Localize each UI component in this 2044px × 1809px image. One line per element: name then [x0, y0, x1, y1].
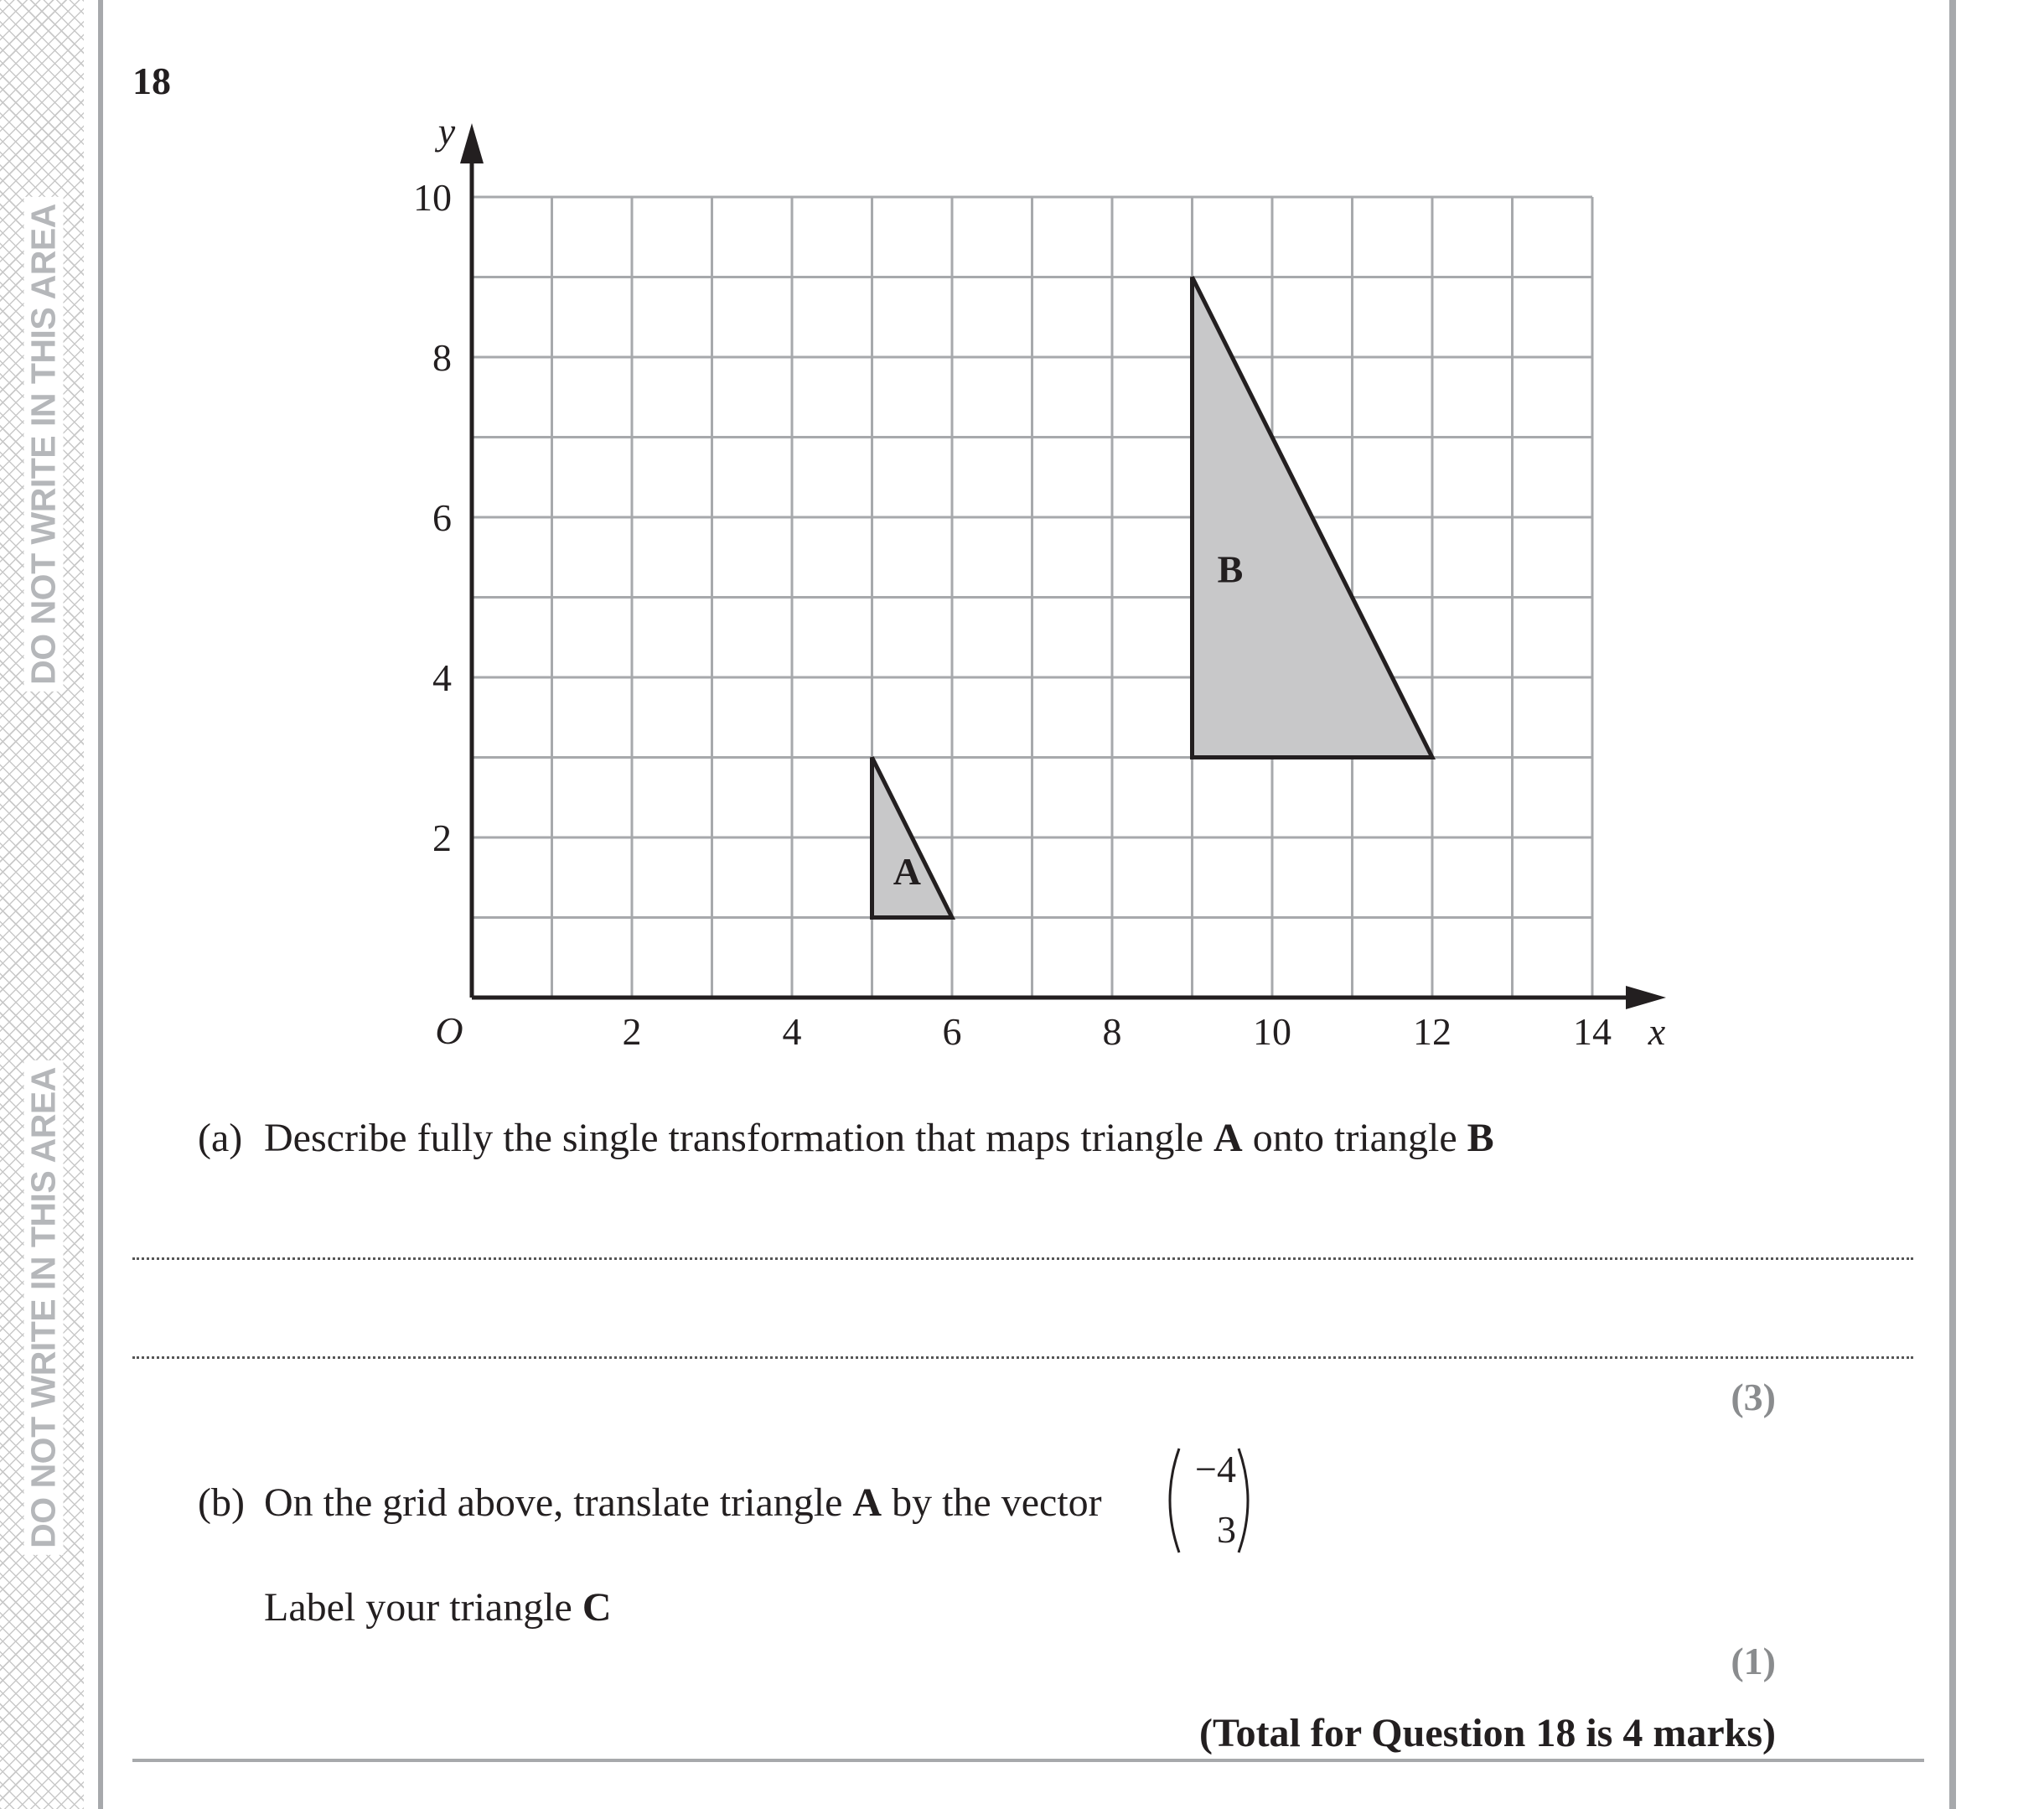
y-tick-label: 8: [432, 336, 452, 379]
x-tick-label: 10: [1253, 1010, 1291, 1053]
axes: [460, 123, 1666, 1009]
y-axis-label: y: [437, 110, 456, 153]
origin-label: O: [435, 1009, 463, 1052]
x-tick-label: 14: [1573, 1010, 1612, 1053]
translation-vector: [1161, 1442, 1257, 1559]
x-tick-label: 4: [782, 1010, 802, 1053]
y-tick-label: 6: [432, 496, 452, 539]
part-b-tag: (b): [198, 1480, 245, 1525]
triangle-label-a: A: [893, 849, 921, 893]
part-b-text-after: by the vector: [882, 1480, 1102, 1525]
part-b-text-before: On the grid above, translate triangle: [264, 1480, 853, 1525]
part-a-question: [264, 1115, 1494, 1161]
x-tick-label: 6: [942, 1010, 962, 1053]
x-axis-arrow: [1626, 986, 1666, 1009]
x-axis-label: x: [1648, 1010, 1666, 1053]
answer-line-1[interactable]: [132, 1257, 1913, 1260]
triangle-label-b: B: [1217, 547, 1244, 591]
vector-bottom: 3: [1217, 1508, 1236, 1551]
part-a-text-before: Describe fully the single transformation that maps triangle: [264, 1116, 1214, 1160]
y-axis-arrow: [460, 123, 484, 163]
answer-line-2[interactable]: [132, 1356, 1913, 1359]
part-a-bold-a: A: [1213, 1116, 1243, 1160]
part-a-bold-b: B: [1467, 1116, 1494, 1160]
gridlines: [472, 197, 1592, 998]
vector-top: −4: [1195, 1448, 1236, 1490]
margin-warning-bottom: DO NOT WRITE IN THIS AREA: [24, 1060, 64, 1555]
part-b-marks: (1): [1731, 1640, 1776, 1682]
question-total: (Total for Question 18 is 4 marks): [1198, 1711, 1776, 1755]
tick-labels: [413, 110, 1666, 1053]
part-a-tag: (a): [198, 1116, 243, 1160]
margin-warning-top: DO NOT WRITE IN THIS AREA: [24, 197, 64, 692]
y-tick-label: 10: [413, 176, 452, 219]
question-number: 18: [132, 60, 171, 102]
part-a-text-middle: onto triangle: [1242, 1116, 1467, 1160]
part-b-instruction: [264, 1584, 612, 1630]
part-b-question: [264, 1480, 1102, 1526]
part-b-bold-a: A: [852, 1480, 882, 1525]
x-tick-label: 2: [622, 1010, 642, 1053]
x-tick-label: 12: [1413, 1010, 1451, 1053]
x-tick-label: 8: [1102, 1010, 1122, 1053]
part-a-marks: (3): [1731, 1376, 1776, 1418]
bottom-rule: [132, 1759, 1924, 1762]
y-tick-label: 4: [432, 656, 452, 699]
y-tick-label: 2: [432, 816, 452, 859]
part-b-bold-c: C: [582, 1585, 612, 1630]
part-b-line2-text: Label your triangle: [264, 1585, 582, 1630]
